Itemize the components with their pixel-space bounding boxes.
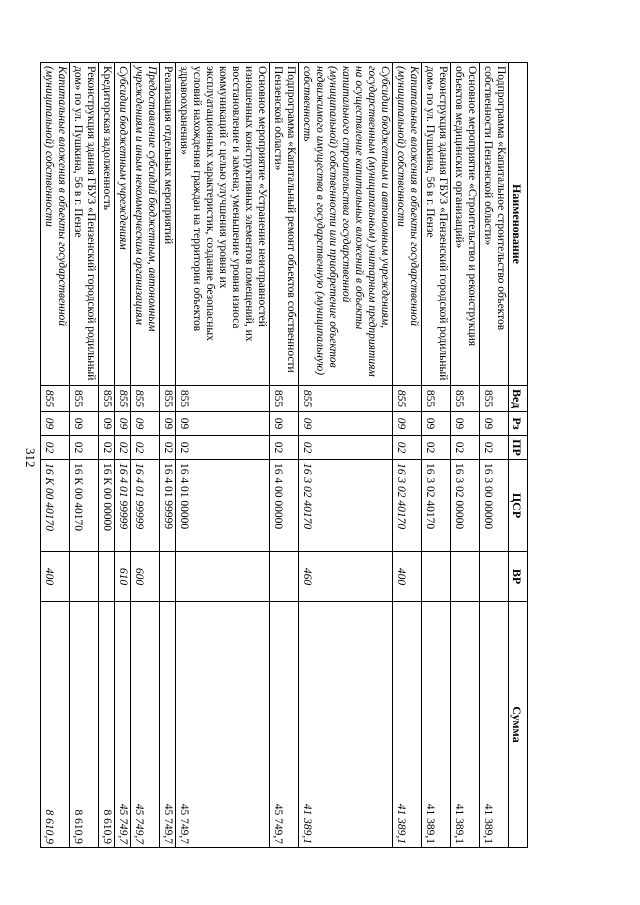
cell-name: Подпрограмма «Капитальный ремонт объектов собственности Пензенской области» (270, 63, 299, 386)
table-row (115, 63, 131, 848)
cell-csr: 16 3 02 00000 (451, 460, 480, 552)
cell-ved: 855 (160, 386, 176, 412)
cell-csr: 16 3 02 40170 (299, 460, 393, 552)
cell-name: Капитальные вложения в объекты государственной (муниципальной) собственности (41, 63, 70, 386)
table-row (70, 63, 99, 848)
cell-rz: 09 (480, 412, 509, 436)
cell-rz: 09 (115, 412, 131, 436)
cell-sum: 8 610,9 (41, 602, 70, 848)
cell-vr (70, 552, 99, 602)
budget-table (40, 62, 528, 848)
cell-pr: 02 (41, 436, 70, 460)
cell-pr: 02 (99, 436, 115, 460)
cell-rz: 09 (160, 412, 176, 436)
cell-rz: 09 (70, 412, 99, 436)
table-row (99, 63, 115, 848)
cell-pr: 02 (393, 436, 422, 460)
cell-rz: 09 (176, 412, 270, 436)
cell-sum: 45 749,7 (176, 602, 270, 848)
cell-vr: 600 (131, 552, 160, 602)
cell-sum: 45 749,7 (131, 602, 160, 848)
cell-csr: 16 3 00 00000 (480, 460, 509, 552)
cell-csr: 16 К 00 40170 (41, 460, 70, 552)
cell-sum: 41 389,1 (480, 602, 509, 848)
cell-ved: 855 (99, 386, 115, 412)
cell-vr (480, 552, 509, 602)
cell-rz: 09 (299, 412, 393, 436)
cell-ved: 855 (176, 386, 270, 412)
cell-rz: 09 (451, 412, 480, 436)
header-rz: Рз (509, 412, 528, 436)
cell-name: Реконструкция здания ГБУЗ «Пензенский городской родильный дом» по ул. Пушкина, 56 в г. Пензе (70, 63, 99, 386)
table-header-row (509, 63, 528, 848)
cell-vr: 610 (115, 552, 131, 602)
cell-pr: 02 (299, 436, 393, 460)
cell-vr: 460 (299, 552, 393, 602)
header-csr: ЦСР (509, 460, 528, 552)
cell-name: Основное мероприятие «Устранение неисправностей изношенных конструктивных элементов помещений, их восстановление и замена; уменьшение уровня износа коммуникаций с целью улучшения уровня их эксплуатационных характеристик, создание безопасных условий нахождения граждан на территории объектов здравоохранения» (176, 63, 270, 386)
cell-name: Субсидии бюджетным учреждениям (115, 63, 131, 386)
table-row (451, 63, 480, 848)
table-row (41, 63, 70, 848)
cell-csr: 16 4 00 00000 (270, 460, 299, 552)
cell-csr: 16 К 00 40170 (70, 460, 99, 552)
cell-pr: 02 (422, 436, 451, 460)
cell-csr: 16 4 01 99999 (115, 460, 131, 552)
cell-sum: 41 389,1 (422, 602, 451, 848)
cell-sum: 8 610,9 (99, 602, 115, 848)
table-row (393, 63, 422, 848)
cell-pr: 02 (480, 436, 509, 460)
cell-pr: 02 (160, 436, 176, 460)
cell-ved: 855 (70, 386, 99, 412)
cell-rz: 09 (131, 412, 160, 436)
cell-rz: 09 (422, 412, 451, 436)
cell-ved: 855 (299, 386, 393, 412)
cell-rz: 09 (41, 412, 70, 436)
cell-pr: 02 (270, 436, 299, 460)
cell-pr: 02 (115, 436, 131, 460)
table-row (299, 63, 393, 848)
cell-name: Реализация отдельных мероприятий (160, 63, 176, 386)
cell-pr: 02 (131, 436, 160, 460)
cell-csr: 16 3 02 40170 (422, 460, 451, 552)
header-ved: Вед (509, 386, 528, 412)
cell-ved: 855 (393, 386, 422, 412)
header-pr: ПР (509, 436, 528, 460)
header-name: Наименование (509, 63, 528, 386)
cell-sum: 41 389,1 (299, 602, 393, 848)
table-row (131, 63, 160, 848)
cell-sum: 41 389,1 (393, 602, 422, 848)
table-body (41, 63, 509, 848)
cell-name: Капитальные вложения в объекты государственной (муниципальной) собственности (393, 63, 422, 386)
cell-vr: 400 (393, 552, 422, 602)
cell-name: Предоставление субсидий бюджетным, автономным учреждениям и иным некоммерческим организациям (131, 63, 160, 386)
cell-csr: 16 4 01 00000 (176, 460, 270, 552)
header-sum: Сумма (509, 602, 528, 848)
cell-name: Подпрограмма «Капитальное строительство объектов собственности Пензенской области» (480, 63, 509, 386)
cell-csr: 16 К 00 00000 (99, 460, 115, 552)
cell-sum: 45 749,7 (270, 602, 299, 848)
cell-sum: 41 389,1 (451, 602, 480, 848)
cell-rz: 09 (270, 412, 299, 436)
cell-ved: 855 (131, 386, 160, 412)
cell-pr: 02 (176, 436, 270, 460)
cell-ved: 855 (115, 386, 131, 412)
cell-ved: 855 (451, 386, 480, 412)
cell-vr: 400 (41, 552, 70, 602)
page-number: 312 (23, 448, 38, 468)
cell-vr (176, 552, 270, 602)
cell-name: Кредиторская задолженность (99, 63, 115, 386)
rotated-table-container (43, 62, 528, 847)
cell-vr (451, 552, 480, 602)
cell-vr (422, 552, 451, 602)
cell-ved: 855 (41, 386, 70, 412)
cell-csr: 16 4 01 99999 (160, 460, 176, 552)
cell-name: Реконструкция здания ГБУЗ «Пензенский городской родильный дом» по ул. Пушкина, 56 в г. Пензе (422, 63, 451, 386)
cell-sum: 8 610,9 (70, 602, 99, 848)
cell-pr: 02 (70, 436, 99, 460)
cell-name: Субсидии бюджетным и автономным учреждениям, государственным (муниципальным) унитарным предприятиям на осуществление капитальных вложений в объекты капитального строительства государственной (муниципальной) собственности или приобретение объектов недвижимого имущества в государственную (муниципальную) собственность (299, 63, 393, 386)
cell-ved: 855 (270, 386, 299, 412)
header-vr: ВР (509, 552, 528, 602)
cell-rz: 09 (99, 412, 115, 436)
table-row (270, 63, 299, 848)
table-row (160, 63, 176, 848)
cell-sum: 45 749,7 (160, 602, 176, 848)
cell-name: Основное мероприятие «Строительство и реконструкция объектов медицинских организаций» (451, 63, 480, 386)
cell-vr (99, 552, 115, 602)
cell-rz: 09 (393, 412, 422, 436)
cell-vr (160, 552, 176, 602)
cell-pr: 02 (451, 436, 480, 460)
cell-vr (270, 552, 299, 602)
cell-sum: 45 749,7 (115, 602, 131, 848)
table-row (480, 63, 509, 848)
cell-csr: 16 4 01 99999 (131, 460, 160, 552)
table-row (422, 63, 451, 848)
cell-csr: 16 3 02 40170 (393, 460, 422, 552)
cell-ved: 855 (422, 386, 451, 412)
table-row (176, 63, 270, 848)
cell-ved: 855 (480, 386, 509, 412)
